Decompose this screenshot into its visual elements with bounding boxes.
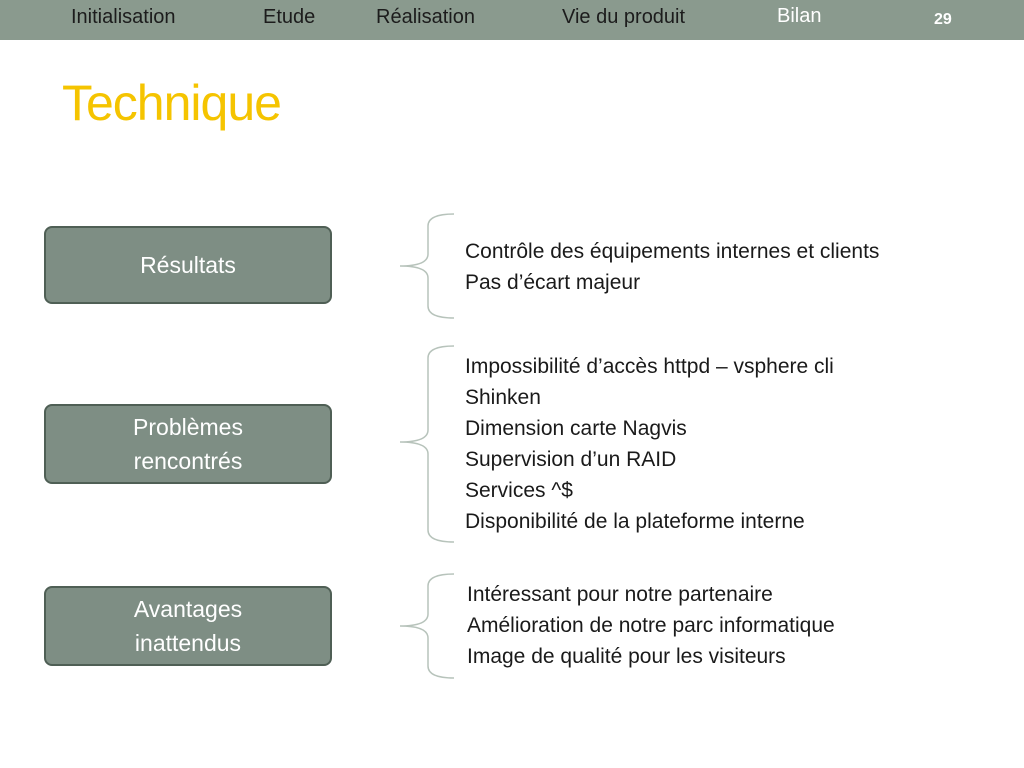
list-item: Supervision d’un RAID <box>465 448 677 471</box>
nav-item-etude[interactable]: Etude <box>263 6 316 28</box>
list-item: Pas d’écart majeur <box>465 271 641 294</box>
top-navigation-bar <box>0 0 1024 40</box>
section-box-avantages: Avantages inattendus <box>44 586 332 666</box>
list-item: Services ^$ <box>465 479 573 502</box>
brace-resultats <box>398 212 458 320</box>
list-item: Contrôle des équipements internes et clients <box>465 240 880 263</box>
brace-problemes <box>398 344 458 544</box>
list-avantages <box>467 579 835 672</box>
nav-item-realisation[interactable]: Réalisation <box>376 6 475 28</box>
list-resultats <box>465 236 879 298</box>
list-item: Intéressant pour notre partenaire <box>467 583 773 606</box>
nav-item-bilan[interactable]: Bilan <box>777 5 822 27</box>
section-box-problemes: Problèmes rencontrés <box>44 404 332 484</box>
list-item: Amélioration de notre parc informatique <box>467 614 835 637</box>
list-item: Impossibilité d’accès httpd – vsphere cli <box>465 355 834 378</box>
nav-item-vie-du-produit[interactable]: Vie du produit <box>562 6 686 28</box>
list-item: Image de qualité pour les visiteurs <box>467 645 786 668</box>
list-item: Disponibilité de la plateforme interne <box>465 510 805 533</box>
list-item: Dimension carte Nagvis <box>465 417 687 440</box>
section-box-resultats: Résultats <box>44 226 332 304</box>
slide-title: Technique <box>62 75 281 131</box>
brace-avantages <box>398 572 458 680</box>
nav-item-initialisation[interactable]: Initialisation <box>71 6 176 28</box>
list-problemes <box>465 351 834 537</box>
list-item: Shinken <box>465 386 541 409</box>
page-number: 29 <box>934 11 952 28</box>
